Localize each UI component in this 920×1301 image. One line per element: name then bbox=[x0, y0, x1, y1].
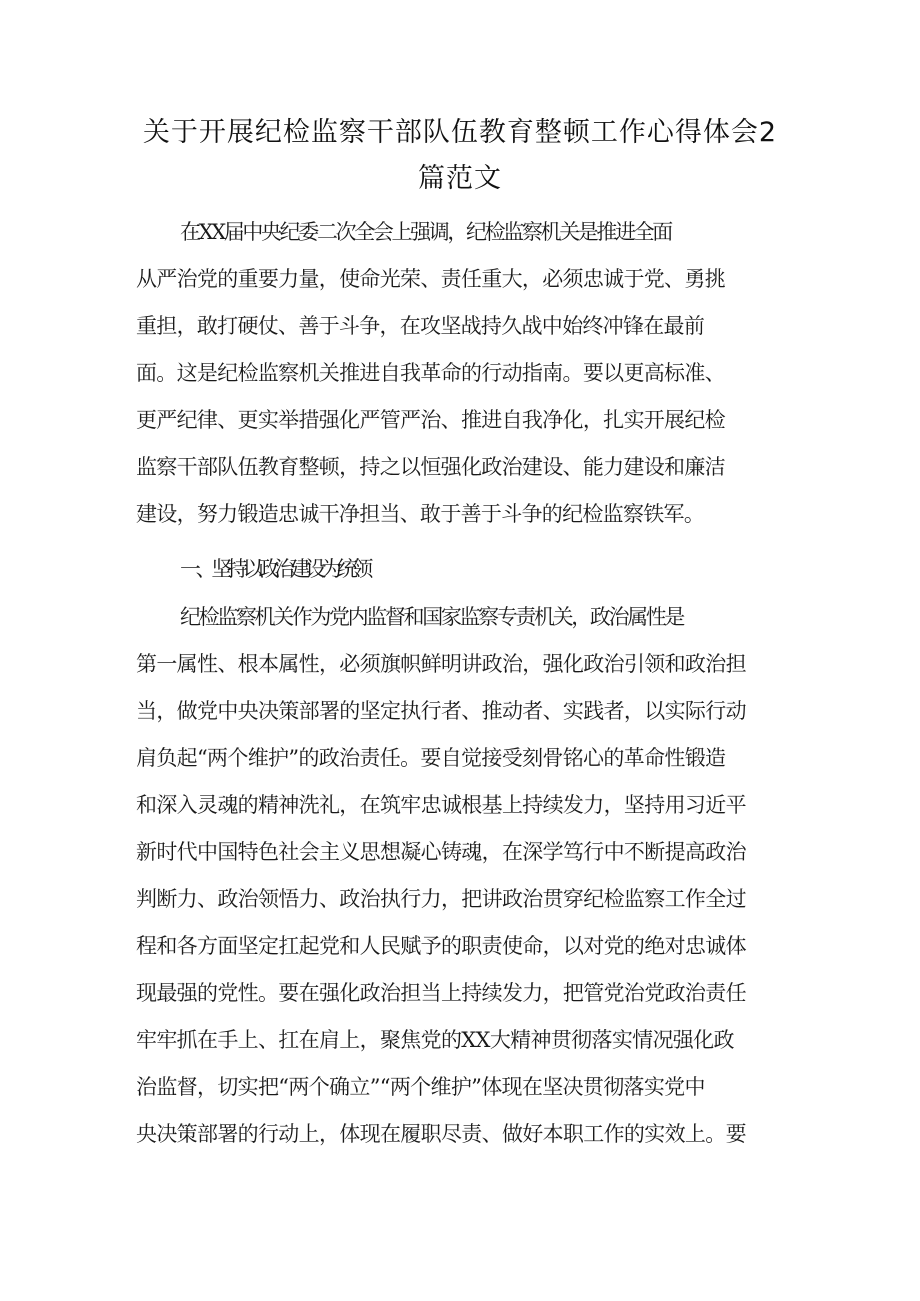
body-line: 在XX届中央纪委二次全会上强调，纪检监察机关是推进全面 bbox=[180, 220, 671, 244]
body-line: 从严治党的重要力量，使命光荣、责任重大，必须忠诚于党、勇挑 bbox=[136, 267, 725, 291]
document-title-line-2: 篇范文 bbox=[418, 163, 502, 194]
body-line: 新时代中国特色社会主义思想凝心铸魂，在深学笃行中不断提高政治 bbox=[136, 840, 746, 864]
body-line: 建设，努力锻造忠诚干净担当、敢于善于斗争的纪检监察铁军。 bbox=[136, 502, 705, 526]
body-line: 更严纪律、更实举措强化严管严治、推进自我净化，扎实开展纪检 bbox=[136, 408, 725, 432]
body-line: 现最强的党性。要在强化政治担当上持续发力，把管党治党政治责任 bbox=[136, 981, 746, 1005]
body-line: 监察干部队伍教育整顿，持之以恒强化政治建设、能力建设和廉洁 bbox=[136, 455, 725, 479]
body-line: 当，做党中央决策部署的坚定执行者、推动者、实践者，以实际行动 bbox=[136, 699, 746, 723]
body-line: 第一属性、根本属性，必须旗帜鲜明讲政治，强化政治引领和政治担 bbox=[136, 652, 746, 676]
document-title-line-1: 关于开展纪检监察干部队伍教育整顿工作心得体会2 bbox=[142, 117, 778, 148]
body-line: 判断力、政治领悟力、政治执行力，把讲政治贯穿纪检监察工作全过 bbox=[136, 887, 746, 911]
body-line: 肩负起“两个维护”的政治责任。要自觉接受刻骨铭心的革命性锻造 bbox=[136, 746, 726, 770]
body-line: 治监督，切实把“两个确立”“两个维护”体现在坚决贯彻落实党中 bbox=[136, 1075, 705, 1099]
body-line: 重担，敢打硬仗、善于斗争，在攻坚战持久战中始终冲锋在最前 bbox=[136, 314, 705, 338]
body-line: 纪检监察机关作为党内监督和国家监察专责机关，政治属性是 bbox=[180, 605, 684, 629]
section-heading: 一、坚持以政治建设为统领 bbox=[180, 557, 369, 581]
body-line: 面。这是纪检监察机关推进自我革命的行动指南。要以更高标准、 bbox=[136, 361, 725, 385]
body-line: 程和各方面坚定扛起党和人民赋予的职责使命，以对党的绝对忠诚体 bbox=[136, 934, 746, 958]
body-line: 和深入灵魂的精神洗礼，在筑牢忠诚根基上持续发力，坚持用习近平 bbox=[136, 793, 746, 817]
body-line: 牢牢抓在手上、扛在肩上，聚焦党的XX大精神贯彻落实情况强化政 bbox=[136, 1028, 734, 1052]
body-line: 央决策部署的行动上，体现在履职尽责、做好本职工作的实效上。要 bbox=[136, 1122, 746, 1146]
